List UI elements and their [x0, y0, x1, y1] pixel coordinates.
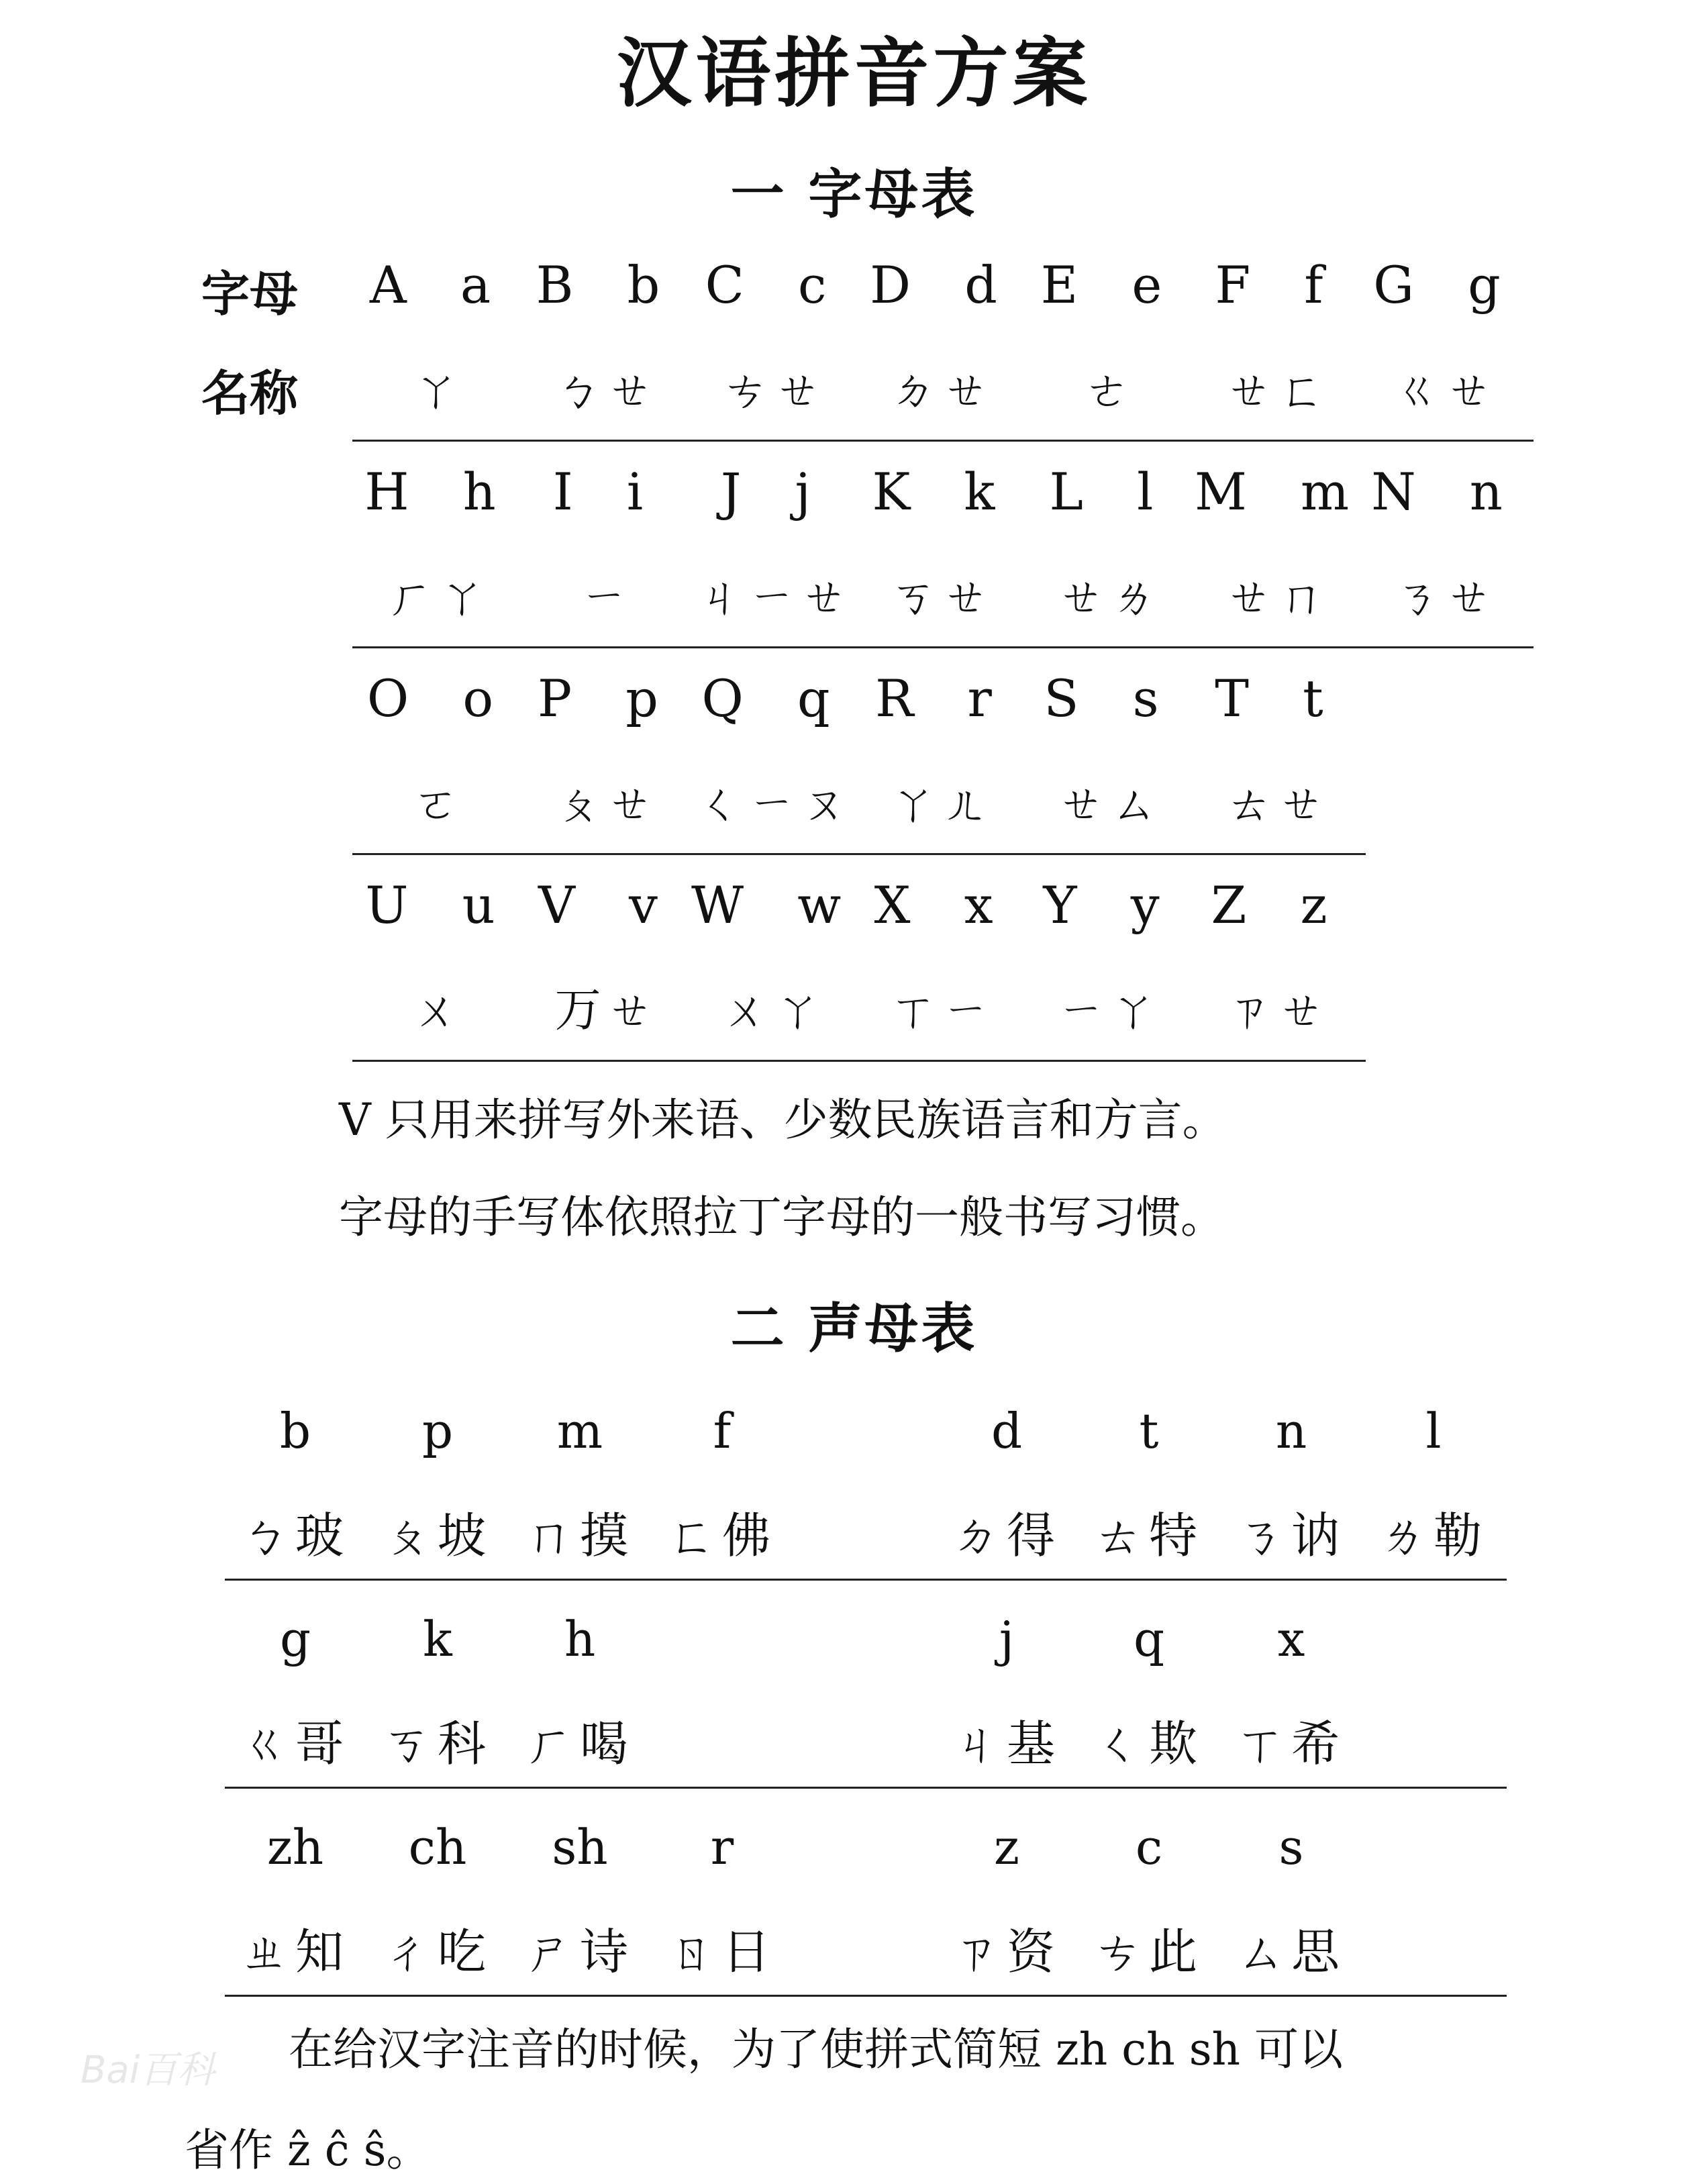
initial-letter: k — [423, 1611, 452, 1667]
alphabet-letter: N n — [1371, 462, 1521, 522]
initial-letter: sh — [552, 1819, 608, 1875]
initial-letter: d — [991, 1403, 1023, 1459]
initial-example: ㄋ讷 — [1236, 1507, 1346, 1564]
initial-example: ㄐ基 — [951, 1716, 1062, 1772]
initial-letter: l — [1425, 1403, 1442, 1459]
initial-example: ㄉ得 — [951, 1507, 1062, 1564]
initial-example: ㄊ特 — [1093, 1507, 1204, 1564]
initial-example: ㄎ科 — [382, 1716, 493, 1772]
alphabet-letter: H h — [364, 462, 515, 522]
alphabet-letter: C c — [705, 255, 846, 315]
table-rule — [225, 1579, 1507, 1581]
alphabet-letter: R r — [875, 668, 1011, 728]
initial-letter: r — [710, 1819, 734, 1875]
alphabet-letter: B b — [536, 255, 679, 315]
initial-letter: z — [994, 1819, 1019, 1875]
initial-example: ㄔ吃 — [382, 1924, 493, 1980]
alphabet-name: ㄎㄝ — [890, 571, 995, 624]
alphabet-name: ㄧㄚ — [1058, 985, 1163, 1038]
initial-letter: x — [1277, 1611, 1305, 1667]
alphabet-name: ㄚㄦ — [890, 778, 995, 831]
alphabet-note-handwriting: 字母的手写体依照拉丁字母的一般书写习惯。 — [339, 1191, 1225, 1243]
alphabet-letter: U u — [365, 875, 514, 935]
alphabet-letter: Z z — [1211, 875, 1346, 935]
alphabet-letter: F f — [1215, 255, 1342, 315]
initial-letter: f — [713, 1403, 732, 1459]
alphabet-name: ㄝㄙ — [1058, 778, 1163, 831]
alphabet-name: ㄨㄚ — [722, 985, 827, 1038]
initial-example: ㄇ摸 — [524, 1507, 635, 1564]
initial-example: ㄘ此 — [1093, 1924, 1204, 1980]
alphabet-letter: D d — [870, 255, 1016, 315]
table-rule — [225, 1787, 1507, 1789]
initial-example: ㄏ喝 — [524, 1716, 635, 1772]
table-rule — [352, 646, 1534, 648]
initial-example: ㄈ佛 — [666, 1507, 777, 1564]
alphabet-name: ㄛ — [413, 778, 466, 831]
table-rule — [352, 853, 1366, 855]
initial-example: ㄗ资 — [951, 1924, 1062, 1980]
alphabet-name: ㄊㄝ — [1225, 778, 1331, 831]
section-title-alphabet: 一 字母表 — [730, 163, 978, 226]
initial-letter: b — [279, 1403, 311, 1459]
alphabet-letter: Y y — [1043, 875, 1178, 935]
alphabet-name: ㄐㄧㄝ — [696, 571, 854, 624]
alphabet-letter: E e — [1040, 255, 1181, 315]
alphabet-letter: I i — [552, 462, 662, 522]
alphabet-name: ㄝㄇ — [1225, 571, 1331, 624]
alphabet-name: ㄧ — [581, 571, 634, 624]
section-title-initials: 二 声母表 — [730, 1297, 978, 1360]
alphabet-name: ㄝㄌ — [1058, 571, 1163, 624]
alphabet-letter: J j — [720, 462, 830, 522]
initial-letter: g — [279, 1611, 311, 1667]
alphabet-name: ㄏㄚ — [387, 571, 492, 624]
alphabet-name: ㄍㄝ — [1393, 364, 1499, 417]
initial-example: ㄆ坡 — [382, 1507, 493, 1564]
initial-letter: n — [1275, 1403, 1307, 1459]
initial-example: ㄅ玻 — [240, 1507, 350, 1564]
alphabet-letter: S s — [1044, 668, 1178, 728]
initial-letter: t — [1139, 1403, 1159, 1459]
alphabet-letter: W w — [691, 875, 860, 935]
alphabet-name: ㄗㄝ — [1225, 985, 1331, 1038]
initial-letter: q — [1133, 1611, 1165, 1667]
initial-example: ㄌ勒 — [1378, 1507, 1489, 1564]
page-title: 汉语拼音方案 — [616, 30, 1092, 117]
initial-letter: zh — [266, 1819, 324, 1875]
alphabet-letter: X x — [874, 875, 1012, 935]
alphabet-letter: P p — [538, 668, 677, 728]
table-rule — [352, 1060, 1366, 1062]
initial-example: ㄖ日 — [666, 1924, 777, 1980]
alphabet-name: ㄜ — [1084, 364, 1137, 417]
alphabet-name: ㄝㄈ — [1225, 364, 1331, 417]
alphabet-letter: K k — [872, 462, 1014, 522]
initials-note-line2: 省作 ẑ ĉ ŝ。 — [185, 2124, 431, 2176]
alphabet-name: ㄅㄝ — [554, 364, 660, 417]
initial-example: ㄓ知 — [240, 1924, 350, 1980]
alphabet-name: ㄚ — [413, 364, 466, 417]
alphabet-name: ㄑㄧㄡ — [696, 778, 854, 831]
initial-letter: s — [1278, 1819, 1304, 1875]
alphabet-letter: A a — [369, 255, 510, 315]
alphabet-note-v: V 只用来拼写外来语、少数民族语言和方言。 — [339, 1094, 1227, 1146]
alphabet-letter: T t — [1215, 668, 1342, 728]
alphabet-name: ㄋㄝ — [1393, 571, 1499, 624]
alphabet-letter: V v — [538, 875, 676, 935]
initial-letter: ch — [408, 1819, 467, 1875]
table-rule — [352, 440, 1534, 442]
alphabet-name: ㄆㄝ — [554, 778, 660, 831]
table-rule — [225, 1995, 1507, 1997]
alphabet-name: ㄘㄝ — [722, 364, 827, 417]
initials-note-line1: 在给汉字注音的时候，为了使拼式简短 zh ch sh 可以 — [289, 2024, 1344, 2075]
initial-example: ㄕ诗 — [524, 1924, 635, 1980]
initial-example: ㄍ哥 — [240, 1716, 350, 1772]
initial-example: ㄒ希 — [1236, 1716, 1346, 1772]
initial-letter: c — [1135, 1819, 1163, 1875]
alphabet-letter: L l — [1049, 462, 1172, 522]
alphabet-name: ㄨ — [413, 985, 466, 1038]
initial-letter: p — [421, 1403, 454, 1459]
initial-letter: j — [999, 1611, 1015, 1667]
alphabet-name: ㄪㄝ — [554, 985, 660, 1038]
initial-letter: m — [556, 1403, 603, 1459]
initial-letter: h — [564, 1611, 596, 1667]
baike-watermark: Bai百科 — [81, 2048, 215, 2092]
row-header-letter: 字母 — [201, 266, 299, 322]
alphabet-letter: G g — [1373, 255, 1519, 315]
alphabet-name: ㄉㄝ — [890, 364, 995, 417]
alphabet-letter: O o — [366, 668, 513, 728]
row-header-name: 名称 — [201, 365, 299, 421]
initial-example: ㄙ思 — [1236, 1924, 1346, 1980]
alphabet-letter: Q q — [701, 668, 849, 728]
alphabet-letter: M m — [1195, 462, 1368, 522]
alphabet-name: ㄒㄧ — [890, 985, 995, 1038]
initial-example: ㄑ欺 — [1093, 1716, 1204, 1772]
